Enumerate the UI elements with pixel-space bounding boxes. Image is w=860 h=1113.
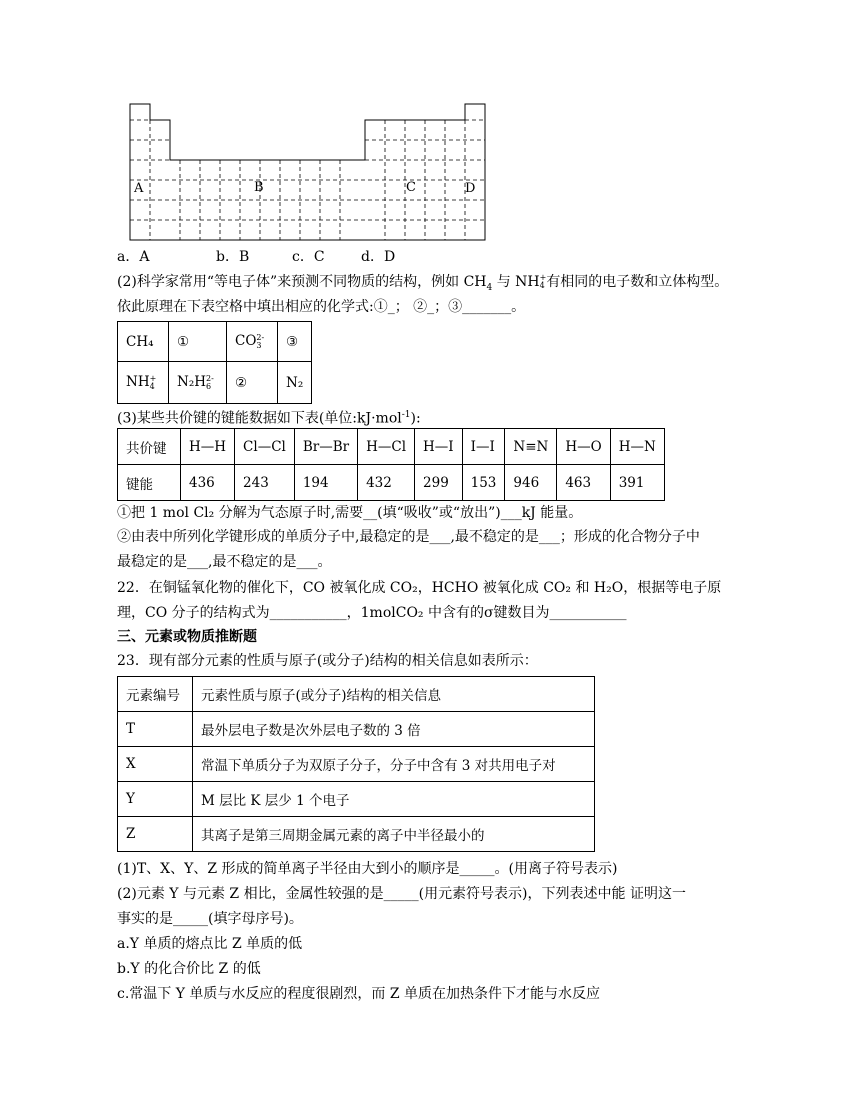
bond-energy-table: [117, 428, 665, 501]
q23-option-a: a.Y 单质的熔点比 Z 单质的低: [117, 936, 303, 952]
bond-name: H—O: [557, 429, 610, 465]
element-info: 常温下单质分子为双原子分子，分子中含有 3 对共用电子对: [193, 747, 595, 782]
q3-sub2b: 最稳定的是___,最不稳定的是___。: [117, 554, 332, 570]
bond-name: I—I: [462, 429, 505, 465]
cell-blank-1: ①: [169, 322, 227, 362]
bond-energy: 432: [358, 465, 415, 501]
cell-n2: N₂: [278, 362, 312, 404]
bond-name: N≡N: [505, 429, 557, 465]
col-header-id: 元素编号: [118, 677, 193, 712]
bond-name: H—I: [415, 429, 463, 465]
q23-part2a: (2)元素 Y 与元素 Z 相比，金属性较强的是_____(用元素符号表示)，下列表述中能 证明这一: [117, 886, 686, 902]
bond-energy: 391: [610, 465, 664, 501]
periodic-label-c: C: [406, 180, 416, 195]
periodic-label-b: B: [254, 180, 264, 195]
table-row: [118, 782, 595, 817]
element-info: 其离子是第三周期金属元素的离子中半径最小的: [193, 817, 595, 852]
table-row: [118, 747, 595, 782]
cell-nh4: NH + 4: [118, 362, 169, 404]
element-id: Z: [118, 817, 193, 852]
bond-energy: 299: [415, 465, 463, 501]
col-header-info: 元素性质与原子(或分子)结构的相关信息: [193, 677, 595, 712]
cell-co3: CO 2- 3: [227, 322, 278, 362]
element-id: T: [118, 712, 193, 747]
q2-line1: (2)科学家常用“等电子体”来预测不同物质的结构，例如 $CH_4$ 与 NH + 4 有相同的电子数和立体构型。: [117, 273, 729, 293]
q23-intro: 23．现有部分元素的性质与原子(或分子)结构的相关信息如表所示：: [117, 653, 538, 669]
q23-part1: (1)T、X、Y、Z 形成的简单离子半径由大到小的顺序是_____。(用离子符号表示): [117, 861, 618, 877]
cell-ch4: CH₄: [118, 322, 169, 362]
option-b: b．B: [216, 249, 250, 265]
bond-header: 共价键: [118, 429, 181, 465]
element-id: X: [118, 747, 193, 782]
q3-intro: (3)某些共价键的键能数据如下表(单位:kJ·mol$^{-1}$):: [117, 410, 421, 427]
bond-name: H—N: [610, 429, 664, 465]
q3-sub2a: ②由表中所列化学键形成的单质分子中,最稳定的是___,最不稳定的是___；形成的化合物分子中: [117, 529, 700, 545]
option-a: a．A: [117, 249, 150, 265]
bond-energy: 463: [557, 465, 610, 501]
element-info: M 层比 K 层少 1 个电子: [193, 782, 595, 817]
table-row: [118, 712, 595, 747]
q3-sub1: ①把 1 mol Cl₂ 分解为气态原子时,需要__(填“吸收”或“放出”)___kJ 能量。: [117, 505, 583, 521]
element-table: [117, 676, 595, 852]
q2-line2: 依此原理在下表空格中填出相应的化学式:①_； ②_；③_______。: [117, 299, 526, 315]
periodic-label-a: A: [134, 181, 144, 196]
q23-part2b: 事实的是_____(填字母序号)。: [117, 911, 303, 927]
cell-blank-2: ②: [227, 362, 278, 404]
bond-name: H—Cl: [358, 429, 415, 465]
section-heading: 三、元素或物质推断题: [117, 629, 257, 645]
bond-energy: 946: [505, 465, 557, 501]
periodic-label-d: D: [465, 181, 476, 196]
bond-energy: 243: [235, 465, 295, 501]
bond-energy: 436: [181, 465, 235, 501]
table-row: [118, 817, 595, 852]
element-info: 最外层电子数是次外层电子数的 3 倍: [193, 712, 595, 747]
bond-name: Br—Br: [294, 429, 357, 465]
q23-option-c: c.常温下 Y 单质与水反应的程度很剧烈，而 Z 单质在加热条件下才能与水反应: [117, 986, 601, 1002]
cell-blank-3: ③: [278, 322, 312, 362]
bond-name: H—H: [181, 429, 235, 465]
q23-option-b: b.Y 的化合价比 Z 的低: [117, 961, 261, 977]
option-c: c．C: [292, 249, 325, 265]
element-id: Y: [118, 782, 193, 817]
option-d: d．D: [361, 249, 396, 265]
q22-line1: 22．在铜锰氧化物的催化下，CO 被氧化成 CO₂，HCHO 被氧化成 CO₂ 和 H₂O，根据等电子原: [117, 580, 722, 596]
q22-line2: 理，CO 分子的结构式为___________，1molCO₂ 中含有的σ键数目为___________: [117, 605, 627, 621]
energy-header: 键能: [118, 465, 181, 501]
cell-n2h6: N₂H 2- 6: [169, 362, 227, 404]
periodic-table-outline: [120, 100, 490, 242]
q2-table: [117, 321, 312, 404]
bond-name: Cl—Cl: [235, 429, 295, 465]
bond-energy: 153: [462, 465, 505, 501]
bond-energy: 194: [294, 465, 357, 501]
